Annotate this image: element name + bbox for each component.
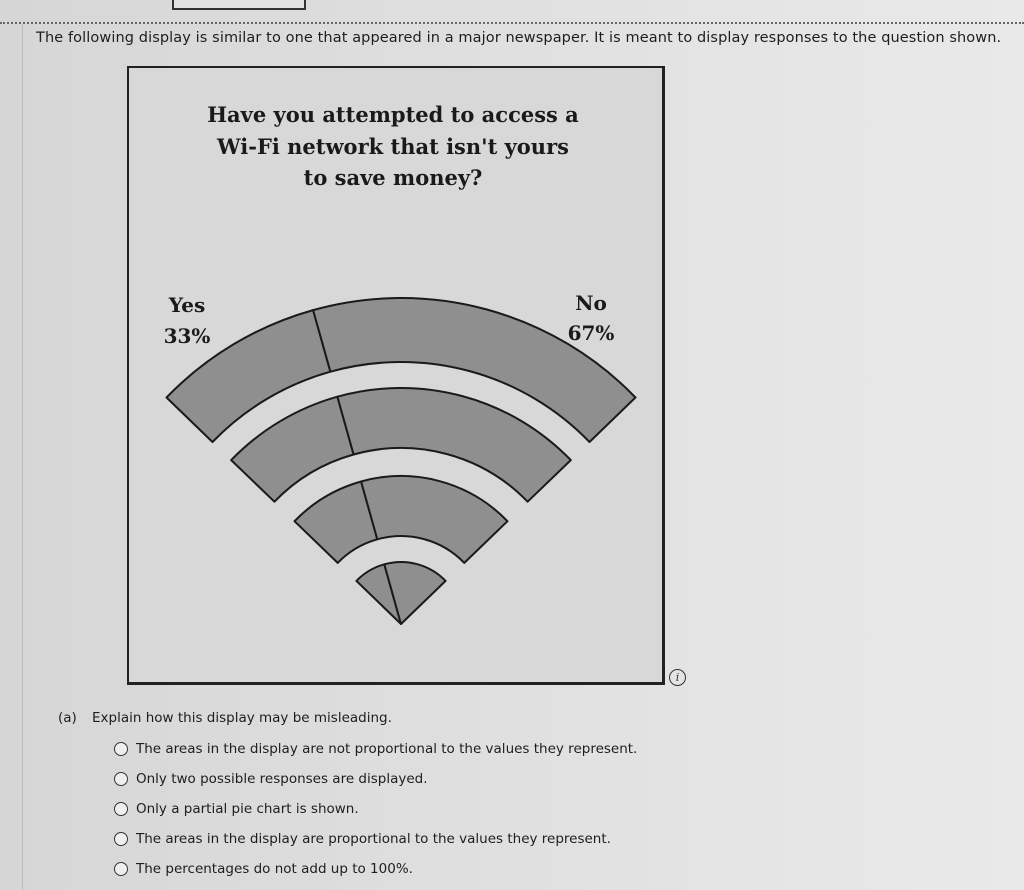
option-3[interactable] — [114, 794, 637, 824]
option-label: The areas in the display are proportional to the values they represent. — [136, 831, 611, 847]
info-icon[interactable]: i — [669, 669, 686, 686]
no-label: No — [575, 291, 607, 315]
radio-button[interactable] — [114, 772, 128, 786]
no-slice-band-2 — [361, 476, 507, 563]
wifi-bands — [167, 298, 636, 624]
answer-options — [114, 734, 637, 884]
question-text: Explain how this display may be misleading. — [92, 710, 392, 726]
left-divider — [22, 24, 23, 890]
newspaper-display — [127, 66, 665, 685]
radio-button[interactable] — [114, 742, 128, 756]
radio-button[interactable] — [114, 832, 128, 846]
title-line-2: Wi-Fi network that isn't yours — [217, 134, 569, 159]
option-label: The areas in the display are not proportional to the values they represent. — [136, 741, 638, 757]
top-divider — [0, 22, 1024, 24]
option-5[interactable] — [114, 854, 637, 884]
option-4[interactable] — [114, 824, 637, 854]
option-label: The percentages do not add up to 100%. — [136, 861, 413, 877]
option-label: Only a partial pie chart is shown. — [136, 801, 359, 817]
display-title — [207, 102, 579, 190]
intro-text: The following display is similar to one that appeared in a major newspaper. It is meant to display responses to the question shown. — [36, 30, 1002, 46]
top-tab — [172, 0, 306, 10]
option-label: Only two possible responses are displayed. — [136, 771, 428, 787]
radio-button[interactable] — [114, 802, 128, 816]
option-1[interactable] — [114, 734, 637, 764]
yes-label: Yes — [168, 293, 206, 317]
title-line-3: to save money? — [303, 165, 483, 190]
yes-percent: 33% — [163, 324, 211, 348]
title-line-1: Have you attempted to access a — [207, 102, 579, 127]
option-2[interactable] — [114, 764, 637, 794]
wifi-chart — [129, 68, 662, 682]
question-letter: (a) — [58, 710, 77, 726]
no-percent: 67% — [567, 321, 615, 345]
question-prompt — [58, 710, 392, 726]
radio-button[interactable] — [114, 862, 128, 876]
yes-slice-band-3 — [231, 397, 353, 502]
